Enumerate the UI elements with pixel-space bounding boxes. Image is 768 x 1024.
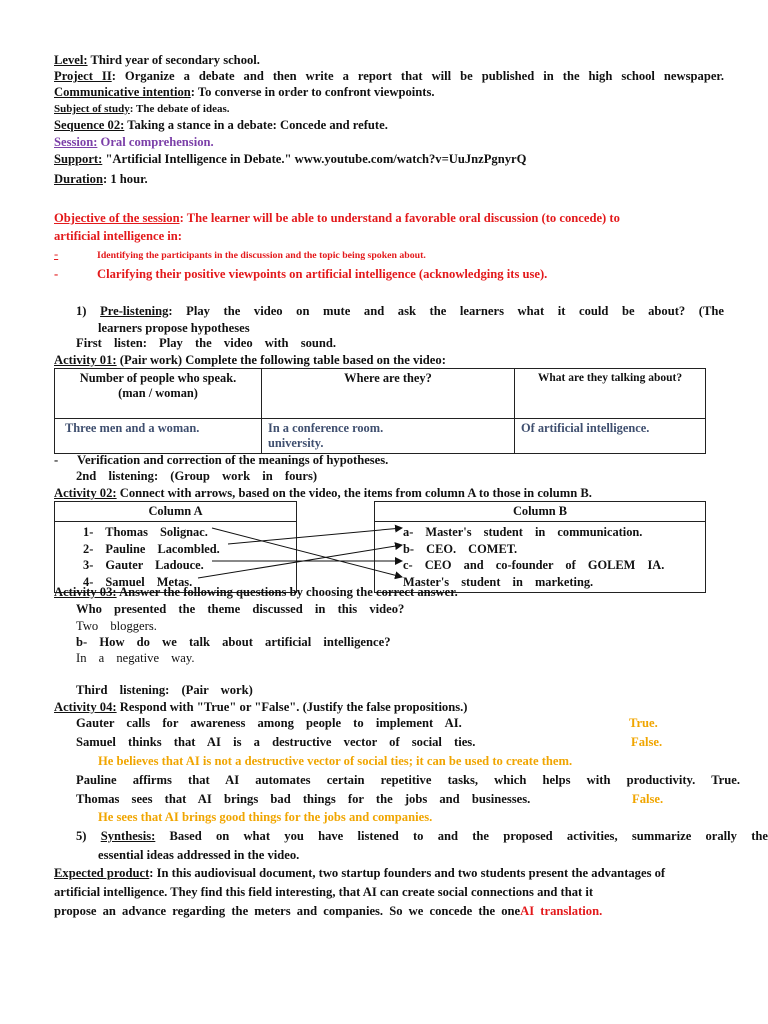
sequence-label: Sequence 02:	[54, 118, 125, 132]
objective-bullet-2-text: Clarifying their positive viewpoints on artificial intelligence (acknowledging its use).	[97, 267, 548, 281]
expected-text-1: : In this audiovisual document, two startup founders and two students present the advantages of	[149, 866, 666, 880]
header-speakers-text: Number of people who speak.	[79, 371, 237, 385]
col-b-item-d: Master's student in marketing.	[403, 574, 594, 589]
tf-item-1	[76, 716, 724, 731]
tf-answer-3: True.	[711, 773, 740, 787]
expected-text-3: propose an advance regarding the meters and companies. So we concede the one	[54, 904, 521, 918]
question-2: b- How do we talk about artificial intelligence?	[76, 635, 391, 649]
activity3-text: Answer the following questions by choosing the correct answer.	[116, 585, 458, 599]
project-label: Project II	[54, 69, 112, 83]
tf-item-4	[76, 792, 724, 807]
answer-topic: Of artificial intelligence.	[515, 419, 706, 454]
tf-statement-3: Pauline affirms that AI automates certain repetitive tasks, which helps with productivity.	[76, 773, 696, 787]
answer-1: Two bloggers.	[76, 619, 157, 633]
tf-item-3	[76, 773, 740, 788]
session-value: Oral comprehension.	[97, 135, 214, 149]
expected-line-2: artificial intelligence. They find this field interesting, that AI can create social connections and that it	[54, 885, 594, 899]
objective-label: Objective of the session	[54, 211, 180, 225]
tf-answer-2: False.	[631, 735, 663, 749]
col-b-item-a: a- Master's student in communication.	[403, 525, 643, 539]
table-header-where: Where are they?	[262, 369, 515, 419]
col-b-item-b: b- CEO. COMET.	[403, 541, 518, 556]
arrow-1-to-d	[212, 528, 402, 577]
answer-2: In a negative way.	[76, 651, 195, 665]
question-1: Who presented the theme discussed in this video?	[76, 602, 405, 616]
tf-item-2	[76, 735, 724, 750]
subject-value: : The debate of ideas.	[129, 103, 230, 115]
prelistening-line-2: learners propose hypotheses	[98, 321, 250, 335]
third-listening-line: Third listening: (Pair work)	[76, 683, 253, 697]
arrow-2-to-a	[228, 528, 402, 544]
level-value: Third year of secondary school.	[87, 53, 260, 67]
verification-bullet: -	[54, 453, 59, 467]
activity3-label: Activity 03:	[54, 585, 117, 599]
activity3-line	[54, 585, 724, 600]
tf-statement-1: Gauter calls for awareness among people to implement AI.	[76, 716, 462, 730]
prelistening-number: 1)	[76, 304, 87, 318]
intention-value: : To converse in order to confront viewpoints.	[190, 85, 435, 99]
column-b-title: Column B	[375, 502, 706, 522]
prelistening-label: Pre-listening	[100, 304, 169, 318]
answer-where-1: In a conference room.	[268, 421, 384, 435]
col-b-item-c: c- CEO and co-founder of GOLEM IA.	[403, 558, 665, 572]
col-a-item-1: 1- Thomas Solignac.	[83, 525, 208, 539]
objective-bullet-1: - Identifying the participants in the discussion and the topic being spoken about.	[54, 247, 426, 261]
tf-answer-4: False.	[632, 792, 664, 806]
objective-text-1: : The learner will be able to understand a favorable oral discussion (to concede) to	[179, 211, 620, 225]
tf-statement-4: Thomas sees that AI brings bad things for the jobs and businesses.	[76, 792, 531, 806]
synthesis-line-1	[76, 829, 768, 844]
activity1-text: (Pair work) Complete the following table based on the video:	[116, 353, 446, 367]
intention-label: Communicative intention	[54, 85, 191, 99]
justification-2: He sees that AI brings good things for the jobs and companies.	[98, 810, 433, 824]
support-value: "Artificial Intelligence in Debate." www.youtube.com/watch?v=UuJnzPgnyrQ	[102, 152, 527, 166]
header-gender-text: (man / woman)	[118, 386, 198, 400]
synthesis-number: 5)	[76, 829, 87, 843]
sequence-value: Taking a stance in a debate: Concede and refute.	[124, 118, 388, 132]
synthesis-label: Synthesis:	[100, 829, 156, 843]
activity2-text: Connect with arrows, based on the video, the items from column A to those in column B.	[116, 486, 592, 500]
column-a-title: Column A	[55, 502, 297, 522]
activity4-label: Activity 04:	[54, 700, 117, 714]
objective-line-2: artificial intelligence in:	[54, 229, 183, 243]
table-header-topic: What are they talking about?	[515, 369, 706, 419]
prelistening-text-1: : Play the video on mute and ask the learners what it could be about? (The	[168, 304, 724, 318]
expected-line-1	[54, 866, 724, 881]
support-label: Support:	[54, 152, 103, 166]
tf-statement-2: Samuel thinks that AI is a destructive vector of social ties.	[76, 735, 476, 749]
expected-line-3	[54, 904, 724, 919]
objective-bullet-2: - Clarifying their positive viewpoints on artificial intelligence (acknowledging its use).	[54, 267, 548, 281]
project-value: : Organize a debate and then write a report that will be published in the high school newspaper.	[111, 69, 724, 83]
col-a-item-4: 4- Samuel Metas.	[83, 574, 193, 589]
expected-text-3-red: AI translation.	[520, 904, 603, 918]
answer-where-2: university.	[268, 436, 324, 450]
activity2-label: Activity 02:	[54, 486, 117, 500]
verification-text: Verification and correction of the meanings of hypotheses.	[77, 453, 389, 467]
answer-speakers: Three men and a woman.	[55, 419, 262, 454]
synthesis-line-2: essential ideas addressed in the video.	[98, 848, 300, 862]
duration-label: Duration	[54, 172, 103, 186]
session-label: Session:	[54, 135, 98, 149]
expected-label: Expected product	[54, 866, 150, 880]
justification-1: He believes that AI is not a destructive vector of social ties; it can be used to create them.	[98, 754, 573, 768]
tf-answer-1: True.	[629, 716, 658, 730]
activity1-label: Activity 01:	[54, 353, 117, 367]
subject-label: Subject of study	[54, 103, 130, 115]
level-label: Level:	[54, 53, 88, 67]
activity4-text: Respond with "True" or "False". (Justify the false propositions.)	[116, 700, 468, 714]
objective-bullet-1-text: Identifying the participants in the discussion and the topic being spoken about.	[97, 250, 426, 261]
duration-value: : 1 hour.	[102, 172, 148, 186]
second-listening-line: 2nd listening: (Group work in fours)	[76, 469, 318, 483]
activity4-line	[54, 700, 724, 715]
synthesis-text-1: Based on what you have listened to and the proposed activities, summarize orally the	[155, 829, 768, 843]
col-a-item-3: 3- Gauter Ladouce.	[83, 558, 204, 572]
col-a-item-2: 2- Pauline Lacombled.	[83, 541, 220, 556]
first-listen-line: First listen: Play the video with sound.	[76, 336, 337, 350]
